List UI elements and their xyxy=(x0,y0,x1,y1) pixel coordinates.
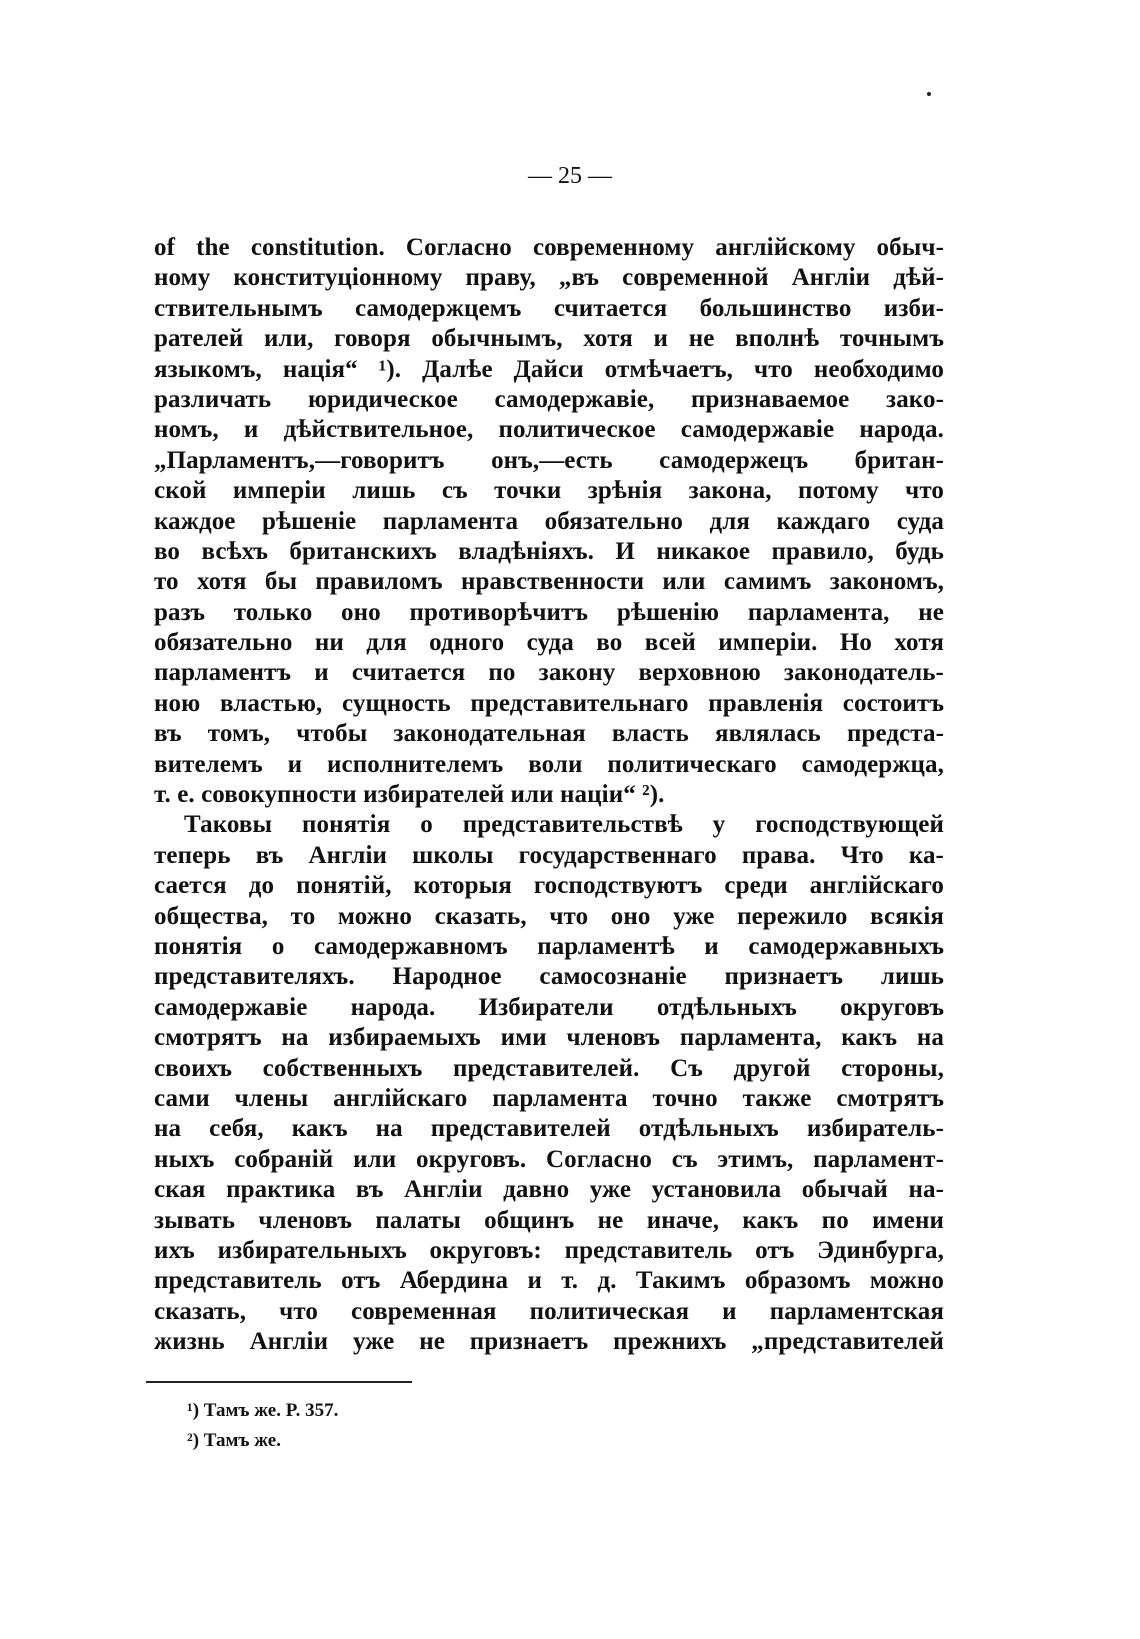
print-speck xyxy=(927,92,931,96)
text-line: общества, то можно сказать, что оно уже пережило всякія xyxy=(154,902,944,930)
text-line: представителяхъ. Народное самосознаніе признаетъ лишь xyxy=(154,963,944,991)
text-line: теперь въ Англіи школы государственнаго права. Что ка- xyxy=(154,841,944,869)
text-line: Таковы понятія о представительствѣ у господствующей xyxy=(184,811,944,839)
text-line: обязательно ни для одного суда во всей имперіи. Но хотя xyxy=(154,629,944,657)
text-line: ному конституціонному праву, „въ современной Англіи дѣй- xyxy=(154,264,944,292)
text-line: представитель отъ Абердина и т. д. Такимъ образомъ можно xyxy=(154,1267,944,1295)
text-line: сказать, что современная политическая и парламентская xyxy=(154,1297,944,1325)
text-line: на себя, какъ на представителей отдѣльныхъ избиратель- xyxy=(154,1115,944,1143)
text-line: зывать членовъ палаты общинъ не иначе, какъ по имени xyxy=(154,1206,944,1234)
text-line: то хотя бы правиломъ нравственности или самимъ закономъ, xyxy=(154,568,944,596)
footnote-divider xyxy=(146,1381,412,1383)
text-line: парламентъ и считается по закону верховною законодатель- xyxy=(154,659,944,687)
text-line: своихъ собственныхъ представителей. Съ другой стороны, xyxy=(154,1054,944,1082)
footnote: ¹) Тамъ же. P. 357. xyxy=(187,1400,339,1421)
text-line: каждое рѣшеніе парламента обязательно для каждаго суда xyxy=(154,507,944,535)
text-line: номъ, и дѣйствительное, политическое самодержавіе народа. xyxy=(154,416,944,444)
text-line: ская практика въ Англіи давно уже установила обычай на- xyxy=(154,1176,944,1204)
text-line: сами члены англійскаго парламента точно также смотрятъ xyxy=(154,1084,944,1112)
text-line: ихъ избирательныхъ округовъ: представитель отъ Эдинбурга, xyxy=(154,1236,944,1264)
text-line: вителемъ и исполнителемъ воли политическаго самодержца, xyxy=(154,750,944,778)
main-text xyxy=(154,233,944,1357)
text-line: сается до понятій, которыя господствуютъ среди англійскаго xyxy=(154,872,944,900)
text-line: различать юридическое самодержавіе, признаваемое зако- xyxy=(154,385,944,413)
text-line: во всѣхъ британскихъ владѣніяхъ. И никакое правило, будь xyxy=(154,537,944,565)
text-line: разъ только оно противорѣчитъ рѣшенію парламента, не xyxy=(154,598,944,626)
text-line: языкомъ, нація“ ¹). Далѣе Дайси отмѣчаетъ, что необходимо xyxy=(154,355,944,383)
text-line: жизнь Англіи уже не признаетъ прежнихъ „представителей xyxy=(154,1328,944,1356)
text-line: of the constitution. Согласно современному англійскому обыч- xyxy=(154,234,944,261)
text-line: въ томъ, чтобы законодательная власть являлась предста- xyxy=(154,720,944,748)
text-line: ною властью, сущность представительнаго правленія состоитъ xyxy=(154,689,944,717)
text-line: самодержавіе народа. Избиратели отдѣльныхъ округовъ xyxy=(154,993,944,1021)
text-line: понятія о самодержавномъ парламентѣ и самодержавныхъ xyxy=(154,932,944,960)
text-line: т. е. совокупности избирателей или націи“ ²). xyxy=(154,781,665,809)
text-line: ской имперіи лишь съ точки зрѣнія закона, потому что xyxy=(154,477,944,505)
text-line: рателей или, говоря обычнымъ, хотя и не вполнѣ точнымъ xyxy=(154,325,944,353)
text-line: смотрятъ на избираемыхъ ими членовъ парламента, какъ на xyxy=(154,1024,944,1052)
text-line: ныхъ собраній или округовъ. Согласно съ этимъ, парламент- xyxy=(154,1145,944,1173)
text-line: ствительнымъ самодержцемъ считается большинство изби- xyxy=(154,294,944,322)
text-line: „Парламентъ,—говоритъ онъ,—есть самодержецъ британ- xyxy=(154,446,944,474)
page-number: — 25 — xyxy=(528,163,612,189)
footnote: ²) Тамъ же. xyxy=(187,1430,281,1451)
footnotes xyxy=(187,1396,338,1456)
